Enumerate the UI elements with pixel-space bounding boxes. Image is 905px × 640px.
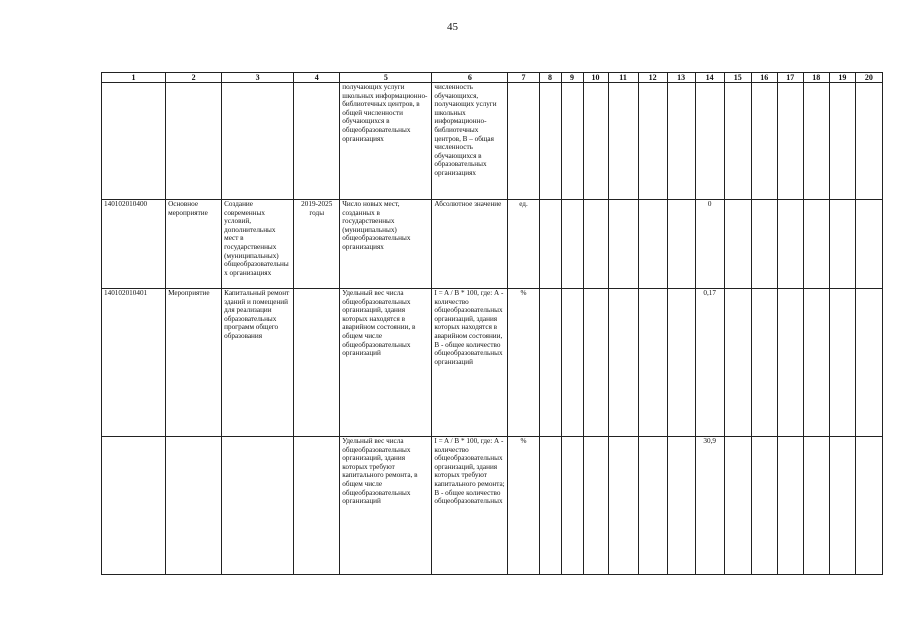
- value-cell: 0,17: [695, 289, 724, 437]
- indicator-cell: получающих услуги школьных информационно-библиотечных центров, в общей численности обучающихся в общеобразовательных организациях: [340, 83, 432, 200]
- empty-cell: [539, 437, 561, 575]
- indicator-cell: Удельный вес числа общеобразовательных организаций, здания которых находятся в аварийном состоянии, в общем числе общеобразовательных организаций: [340, 289, 432, 437]
- empty-cell: [829, 200, 855, 289]
- empty-cell: [751, 83, 777, 200]
- empty-cell: [777, 83, 803, 200]
- table-row: [102, 200, 883, 289]
- empty-cell: [539, 200, 561, 289]
- table-row: [102, 437, 883, 575]
- column-header: 4: [294, 73, 340, 83]
- name-cell: [222, 437, 294, 575]
- empty-cell: [608, 289, 638, 437]
- type-cell: [166, 437, 222, 575]
- empty-cell: [561, 200, 583, 289]
- empty-cell: [751, 289, 777, 437]
- empty-cell: [724, 289, 751, 437]
- empty-cell: [855, 437, 882, 575]
- empty-cell: [608, 437, 638, 575]
- name-cell: Капитальный ремонт зданий и помещений для реализации образовательных программ общего образования: [222, 289, 294, 437]
- column-header: 11: [608, 73, 638, 83]
- empty-cell: [803, 200, 829, 289]
- column-header: 17: [777, 73, 803, 83]
- empty-cell: [724, 200, 751, 289]
- empty-cell: [724, 83, 751, 200]
- code-cell: 140102010401: [102, 289, 166, 437]
- empty-cell: [751, 200, 777, 289]
- empty-cell: [561, 83, 583, 200]
- period-cell: [294, 437, 340, 575]
- period-cell: 2019-2025 годы: [294, 200, 340, 289]
- empty-cell: [608, 83, 638, 200]
- empty-cell: [855, 289, 882, 437]
- empty-cell: [667, 200, 695, 289]
- name-cell: Создание современных условий, дополнительных мест в государственных (муниципальных) общеобразовательных организациях: [222, 200, 294, 289]
- column-header: 2: [166, 73, 222, 83]
- name-cell: [222, 83, 294, 200]
- empty-cell: [803, 83, 829, 200]
- value-cell: 0: [695, 200, 724, 289]
- header-row: [102, 73, 883, 83]
- column-header: 14: [695, 73, 724, 83]
- column-header: 15: [724, 73, 751, 83]
- empty-cell: [539, 289, 561, 437]
- column-header: 9: [561, 73, 583, 83]
- empty-cell: [667, 437, 695, 575]
- empty-cell: [667, 289, 695, 437]
- empty-cell: [777, 200, 803, 289]
- value-cell: [695, 83, 724, 200]
- unit-cell: %: [508, 437, 539, 575]
- table-row: [102, 83, 883, 200]
- empty-cell: [638, 200, 667, 289]
- empty-cell: [638, 83, 667, 200]
- formula-cell: I = A / B * 100, где: А - количество общеобразовательных организаций, здания которых находятся в аварийном состоянии, В - общее количество общеобразовательных организаций: [432, 289, 508, 437]
- empty-cell: [724, 437, 751, 575]
- page-number: 45: [447, 21, 458, 33]
- empty-cell: [803, 289, 829, 437]
- empty-cell: [751, 437, 777, 575]
- empty-cell: [829, 83, 855, 200]
- period-cell: [294, 289, 340, 437]
- column-header: 8: [539, 73, 561, 83]
- empty-cell: [638, 437, 667, 575]
- code-cell: [102, 437, 166, 575]
- empty-cell: [539, 83, 561, 200]
- unit-cell: [508, 83, 539, 200]
- column-header: 12: [638, 73, 667, 83]
- column-header: 7: [508, 73, 539, 83]
- empty-cell: [561, 437, 583, 575]
- period-cell: [294, 83, 340, 200]
- unit-cell: ед.: [508, 200, 539, 289]
- column-header: 18: [803, 73, 829, 83]
- formula-cell: Абсолютное значение: [432, 200, 508, 289]
- code-cell: [102, 83, 166, 200]
- formula-cell: численность обучающихся, получающих услуги школьных информационно-библиотечных центров, В – общая численность обучающихся в образовательных организациях: [432, 83, 508, 200]
- indicator-cell: Число новых мест, созданных в государственных (муниципальных) общеобразовательных организациях: [340, 200, 432, 289]
- empty-cell: [608, 200, 638, 289]
- empty-cell: [829, 289, 855, 437]
- column-header: 1: [102, 73, 166, 83]
- column-header: 5: [340, 73, 432, 83]
- empty-cell: [777, 289, 803, 437]
- code-cell: 140102010400: [102, 200, 166, 289]
- column-header: 20: [855, 73, 882, 83]
- column-header: 13: [667, 73, 695, 83]
- empty-cell: [583, 83, 608, 200]
- value-cell: 30,9: [695, 437, 724, 575]
- indicator-cell: Удельный вес числа общеобразовательных организаций, здания которых требуют капитального ремонта, в общем числе общеобразовательных организаций: [340, 437, 432, 575]
- formula-cell: I = A / B * 100, где: А - количество общеобразовательных организаций, здания которых требуют капитального ремонта; В - общее количество общеобразовательных: [432, 437, 508, 575]
- table-row: [102, 289, 883, 437]
- column-header: 16: [751, 73, 777, 83]
- empty-cell: [583, 437, 608, 575]
- empty-cell: [777, 437, 803, 575]
- empty-cell: [583, 200, 608, 289]
- column-header: 3: [222, 73, 294, 83]
- empty-cell: [829, 437, 855, 575]
- empty-cell: [667, 83, 695, 200]
- type-cell: Основное мероприятие: [166, 200, 222, 289]
- empty-cell: [638, 289, 667, 437]
- empty-cell: [855, 83, 882, 200]
- empty-cell: [803, 437, 829, 575]
- empty-cell: [583, 289, 608, 437]
- type-cell: Мероприятие: [166, 289, 222, 437]
- program-table: [101, 72, 883, 575]
- type-cell: [166, 83, 222, 200]
- column-header: 10: [583, 73, 608, 83]
- unit-cell: %: [508, 289, 539, 437]
- empty-cell: [855, 200, 882, 289]
- column-header: 19: [829, 73, 855, 83]
- column-header: 6: [432, 73, 508, 83]
- empty-cell: [561, 289, 583, 437]
